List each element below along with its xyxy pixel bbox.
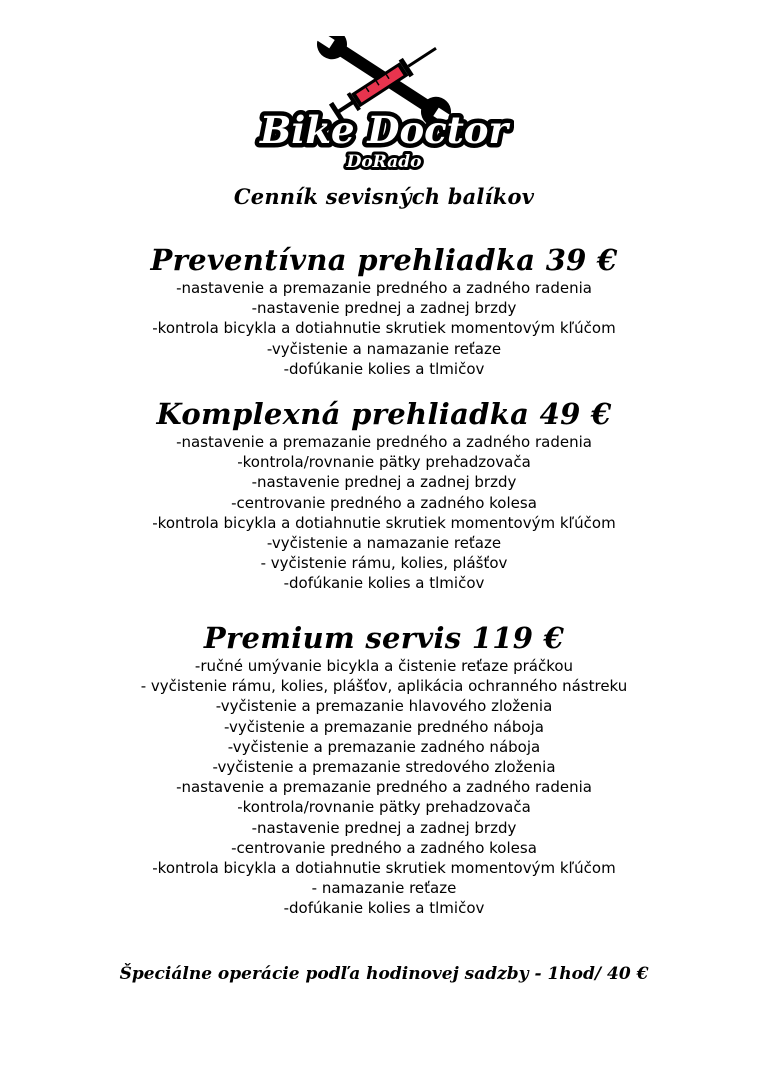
list-item: -vyčistenie a premazanie stredového zloženia xyxy=(212,758,556,777)
package-title: Preventívna prehliadka 39 € xyxy=(150,243,618,277)
page-subtitle: Cenník sevisných balíkov xyxy=(233,184,535,209)
package-items xyxy=(0,432,768,594)
hourly-rate-note: Špeciálne operácie podľa hodinovej sadzby - 1hod/ 40 € xyxy=(119,964,649,984)
list-item: -nastavenie prednej a zadnej brzdy xyxy=(251,473,517,492)
brand-sub: DoRado xyxy=(346,152,422,172)
wrench-syringe-icon xyxy=(254,36,514,186)
package-preventive xyxy=(0,242,768,379)
list-item: -dofúkanie kolies a tlmičov xyxy=(283,574,485,593)
list-item: -dofúkanie kolies a tlmičov xyxy=(283,359,485,378)
list-item: -ručné umývanie bicykla a čistenie reťaze práčkou xyxy=(194,657,574,675)
list-item: -vyčistenie a premazanie zadného náboja xyxy=(227,737,541,756)
list-item: -vyčistenie a premazanie predného náboja xyxy=(224,717,544,736)
brand-logo xyxy=(254,36,514,186)
package-complex xyxy=(0,396,768,594)
list-item: -nastavenie prednej a zadnej brzdy xyxy=(251,299,517,318)
list-item: -kontrola/rovnanie pätky prehadzovača xyxy=(237,453,531,472)
list-item: -centrovanie predného a zadného kolesa xyxy=(231,493,537,512)
list-item: -nastavenie a premazanie predného a zadného radenia xyxy=(176,433,592,451)
list-item: -nastavenie a premazanie predného a zadného radenia xyxy=(176,778,592,797)
list-item: - namazanie reťaze xyxy=(311,879,457,898)
list-item: -nastavenie a premazanie predného a zadného radenia xyxy=(176,279,592,297)
list-item: -kontrola bicykla a dotiahnutie skrutiek momentovým kľúčom xyxy=(152,319,616,338)
list-item: -dofúkanie kolies a tlmičov xyxy=(283,899,485,918)
package-title: Premium servis 119 € xyxy=(203,621,565,655)
list-item: -kontrola bicykla a dotiahnutie skrutiek momentovým kľúčom xyxy=(152,513,616,532)
list-item: -vyčistenie a namazanie reťaze xyxy=(266,339,502,358)
list-item: -vyčistenie a premazanie hlavového zloženia xyxy=(215,697,553,716)
package-title: Komplexná prehliadka 49 € xyxy=(156,397,612,431)
list-item: -centrovanie predného a zadného kolesa xyxy=(231,838,537,857)
list-item: - vyčistenie rámu, kolies, plášťov, aplikácia ochranného nástreku xyxy=(140,677,628,696)
list-item: -nastavenie prednej a zadnej brzdy xyxy=(251,818,517,837)
package-items xyxy=(0,656,768,919)
list-item: -vyčistenie a namazanie reťaze xyxy=(266,534,502,553)
package-items xyxy=(0,278,768,379)
package-premium xyxy=(0,620,768,919)
brand-name: Bike Doctor xyxy=(260,108,508,152)
list-item: -kontrola bicykla a dotiahnutie skrutiek momentovým kľúčom xyxy=(152,859,616,878)
list-item: -kontrola/rovnanie pätky prehadzovača xyxy=(237,798,531,817)
list-item: - vyčistenie rámu, kolies, plášťov xyxy=(260,554,508,573)
